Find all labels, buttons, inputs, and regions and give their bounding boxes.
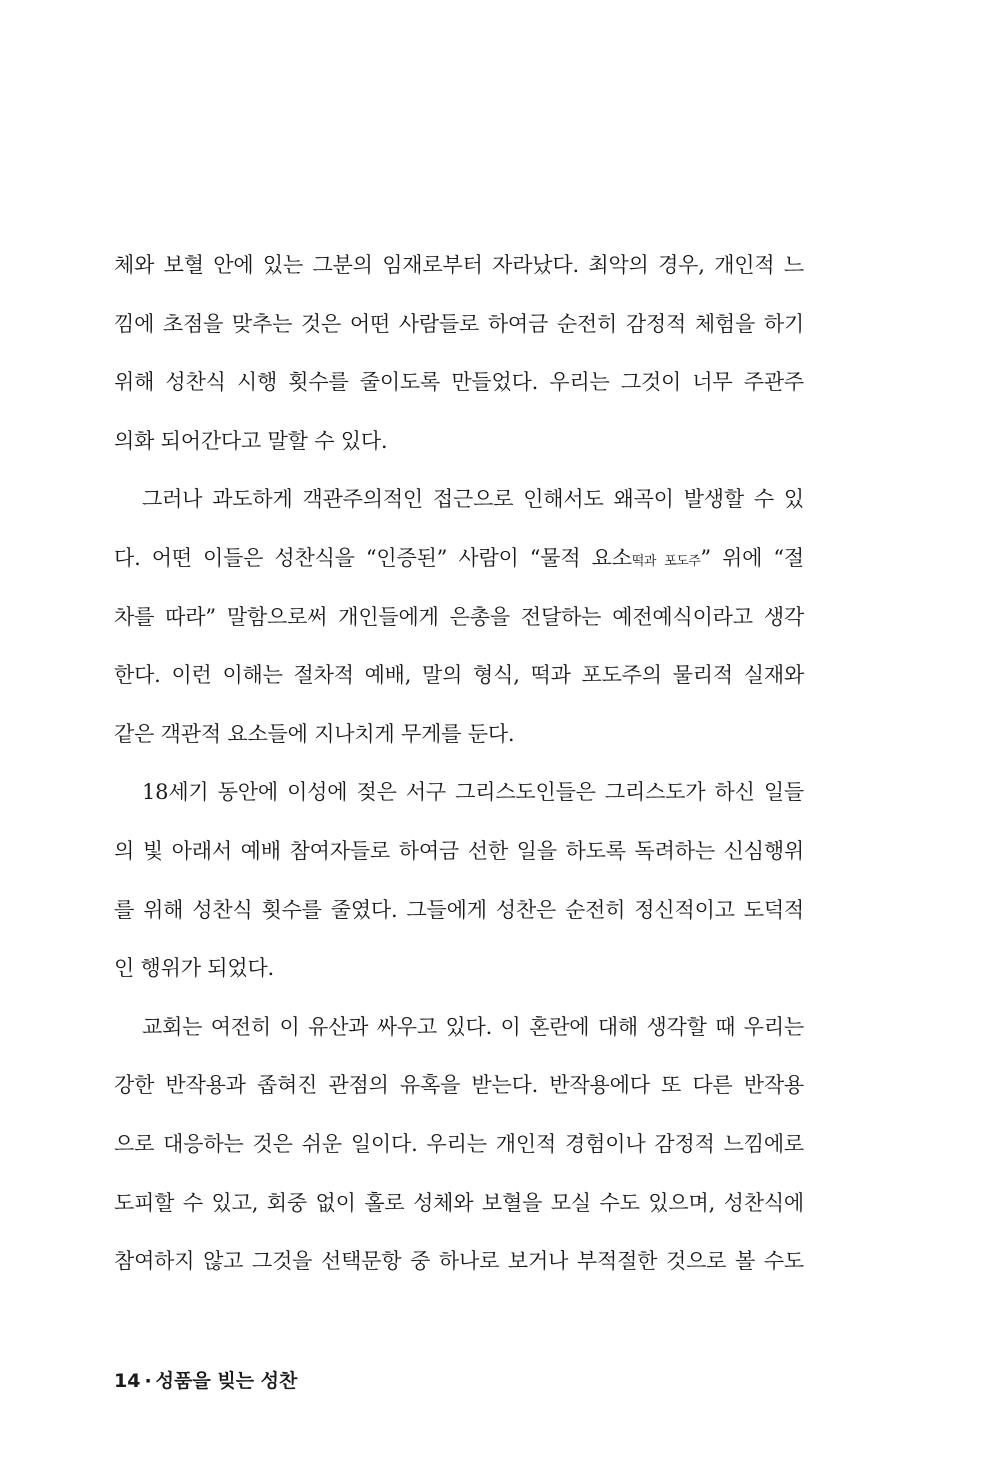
text-line: 그러나 과도하게 객관주의적인 접근으로 인해서도 왜곡이 발생할 수 있 [142, 487, 804, 512]
text-line: 강한 반작용과 좁혀진 관점의 유혹을 받는다. 반작용에다 또 다른 반작용 [114, 1073, 804, 1098]
text-segment: 다. 어떤 이들은 성찬식을 “인증된” 사람이 “물적 요소 [114, 545, 632, 570]
text-line: 의화 되어간다고 말할 수 있다. [114, 428, 388, 453]
text-segment: ” 위에 “절 [700, 545, 804, 570]
text-line: 한다. 이런 이해는 절차적 예배, 말의 형식, 떡과 포도주의 물리적 실재와 [114, 663, 804, 688]
text-line: 를 위해 성찬식 횟수를 줄였다. 그들에게 성찬은 순전히 정신적이고 도덕적 [114, 897, 804, 922]
text-line: 의 빛 아래서 예배 참여자들로 하여금 선한 일을 하도록 독려하는 신심행위 [114, 838, 804, 863]
body-text [114, 236, 804, 1291]
text-line: 으로 대응하는 것은 쉬운 일이다. 우리는 개인적 경험이나 감정적 느낌에로 [114, 1131, 804, 1156]
text-line: 체와 보혈 안에 있는 그분의 임재로부터 자라났다. 최악의 경우, 개인적 느 [114, 253, 804, 277]
text-line: 인 행위가 되었다. [114, 956, 275, 981]
text-line: 참여하지 않고 그것을 선택문항 중 하나로 보거나 부적절한 것으로 볼 수도 [114, 1249, 804, 1274]
text-line-with-note [114, 529, 804, 588]
text-line: 18세기 동안에 이성에 젖은 서구 그리스도인들은 그리스도가 하신 일들 [142, 780, 804, 805]
text-line: 위해 성찬식 시행 횟수를 줄이도록 만들었다. 우리는 그것이 너무 주관주 [114, 370, 804, 395]
book-title: 성품을 빚는 성찬 [155, 1370, 298, 1392]
page-number: 14 [114, 1370, 141, 1392]
text-line: 낌에 초점을 맞추는 것은 어떤 사람들로 하여금 순전히 감정적 체험을 하기 [114, 311, 804, 336]
text-line: 같은 객관적 요소들에 지나치게 무게를 둔다. [114, 721, 515, 746]
text-line: 교회는 여전히 이 유산과 싸우고 있다. 이 혼란에 대해 생각할 때 우리는 [142, 1014, 804, 1039]
inline-note: 떡과 포도주 [631, 553, 701, 569]
footer-separator: · [144, 1370, 152, 1392]
text-line: 차를 따라” 말함으로써 개인들에게 은총을 전달하는 예전예식이라고 생각 [114, 604, 804, 629]
text-line: 도피할 수 있고, 회중 없이 홀로 성체와 보혈을 모실 수도 있으며, 성찬식에 [114, 1190, 804, 1215]
page-footer [114, 1366, 297, 1393]
